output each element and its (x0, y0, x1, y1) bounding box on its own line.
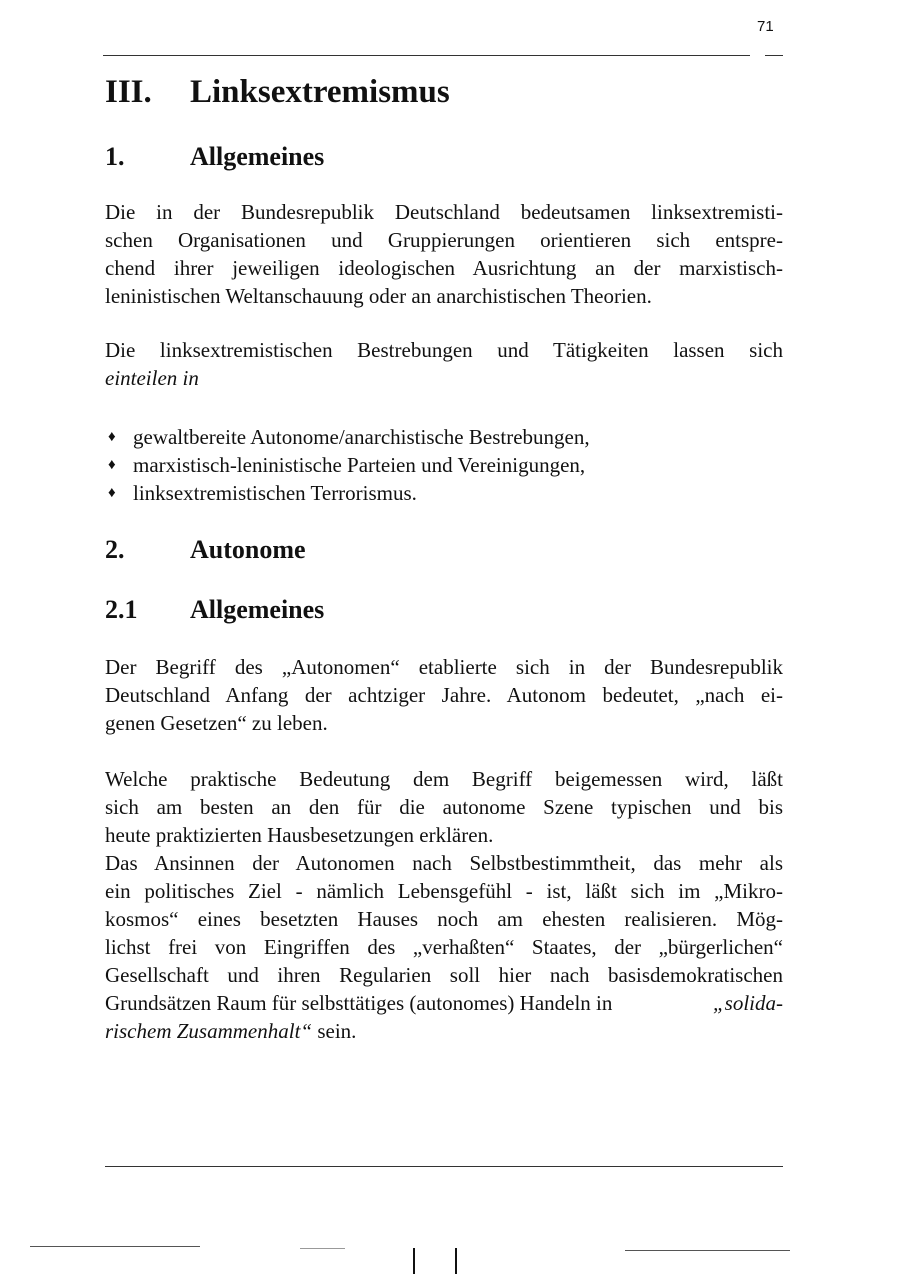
scan-edge-line (300, 1248, 345, 1249)
text-line: leninistischen Weltanschauung oder an anarchistischen Theorien. (105, 284, 652, 308)
footer-rule (105, 1166, 783, 1167)
text-line: kosmos“ eines besetzten Hauses noch am ehesten realisieren. Mög- (105, 907, 783, 931)
text-line: lichst frei von Eingriffen des „verhaßten“ Staates, der „bürgerlichen“ (105, 935, 783, 959)
list-item: gewaltbereite Autonome/anarchistische Bestrebungen, (133, 425, 590, 449)
text-line: genen Gesetzen“ zu leben. (105, 711, 328, 735)
text-line: sich am besten an den für die autonome Szene typischen und bis (105, 795, 783, 819)
text-line: einteilen in (105, 366, 199, 390)
chapter-number: III. (105, 74, 152, 110)
scan-edge-line (625, 1250, 790, 1251)
text-line: Deutschland Anfang der achtziger Jahre. Autonom bedeutet, „nach ei- (105, 683, 783, 707)
text-line: Der Begriff des „Autonomen“ etablierte sich in der Bundesrepublik (105, 655, 783, 679)
list-item: marxistisch-leninistische Parteien und Vereinigungen, (133, 453, 586, 477)
list-item: linksextremistischen Terrorismus. (133, 481, 417, 505)
text-line: Gesellschaft und ihren Regularien soll hier nach basisdemokratischen (105, 963, 783, 987)
section-title: Allgemeines (190, 142, 325, 171)
italic-quote: rischem Zusammenhalt“ (105, 1019, 313, 1043)
scan-edge-line (30, 1246, 200, 1247)
section-title: Autonome (190, 535, 306, 564)
chapter-title: Linksextremismus (190, 74, 450, 110)
page-number: 71 (757, 18, 774, 35)
header-rule-end (765, 55, 783, 56)
text-line: Die in der Bundesrepublik Deutschland bedeutsamen linksextremisti- (105, 200, 783, 224)
section-number: 2. (105, 535, 125, 564)
text-line: Die linksextremistischen Bestrebungen und Tätigkeiten lassen sich (105, 338, 783, 362)
subsection-title: Allgemeines (190, 595, 325, 624)
italic-quote: „solida- (712, 991, 783, 1015)
bullet-icon: ♦ (108, 429, 116, 445)
text-line: heute praktizierten Hausbesetzungen erklären. (105, 823, 494, 847)
text-line: ein politisches Ziel - nämlich Lebensgefühl - ist, läßt sich im „Mikro- (105, 879, 783, 903)
text-line (105, 1017, 783, 1045)
text-line: schen Organisationen und Gruppierungen orientieren sich entspre- (105, 228, 783, 252)
header-rule (103, 55, 750, 56)
text-line (105, 989, 783, 1017)
subsection-number: 2.1 (105, 595, 138, 624)
section-number: 1. (105, 142, 125, 171)
text-segment: sein. (312, 1019, 357, 1043)
scan-edge-mark (413, 1248, 415, 1274)
text-line: Das Ansinnen der Autonomen nach Selbstbestimmtheit, das mehr als (105, 851, 783, 875)
text-line: Welche praktische Bedeutung dem Begriff beigemessen wird, läßt (105, 767, 783, 791)
scan-edge-mark (455, 1248, 457, 1274)
bullet-icon: ♦ (108, 485, 116, 501)
bullet-icon: ♦ (108, 457, 116, 473)
text-segment: Grundsätzen Raum für selbsttätiges (autonomes) Handeln in (105, 991, 613, 1015)
text-line: chend ihrer jeweiligen ideologischen Ausrichtung an der marxistisch- (105, 256, 783, 280)
